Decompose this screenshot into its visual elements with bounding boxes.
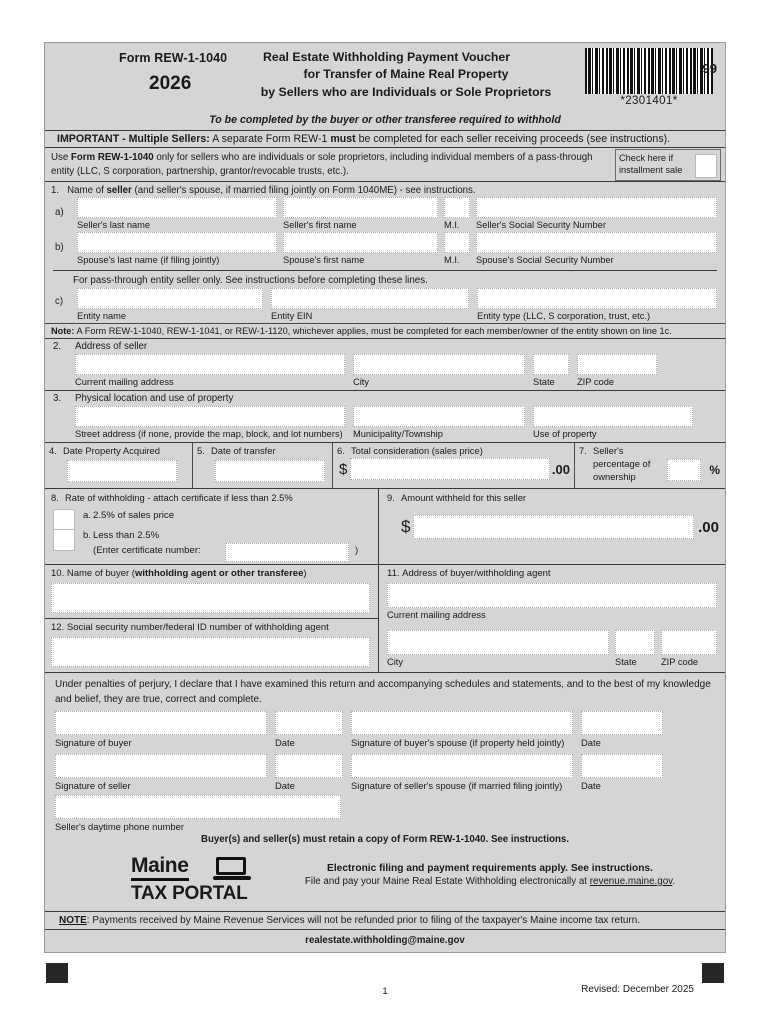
line1-row-a [45,197,725,232]
efile-line1: Electronic filing and payment requirements apply. See instructions. [327,863,653,875]
total-consideration-input[interactable] [350,458,550,480]
line12-section [45,619,378,672]
passthrough-heading [45,271,725,288]
use-text-2: only for sellers who are individuals or sole proprietors, including individual members of a pass-through entity (LLC, S corporation, partnership, grantor/revocable trusts, etc.). [51,152,593,178]
seller-signature-label: Signature of seller [55,780,131,792]
passthrough-bold: For pass-through entity seller only. [73,275,223,287]
buyer-address-zip-input[interactable] [661,630,717,655]
buyer-spouse-date-label: Date [581,737,601,749]
revenue-maine-gov-link[interactable]: revenue.maine.gov [589,876,673,888]
property-municipality-label: Municipality/Township [353,429,443,440]
line5-heading [197,445,328,456]
line8-heading-text: Rate of withholding - attach certificate if less than 2.5% [65,492,293,504]
certificate-number-input[interactable] [225,543,349,562]
line8-option-a[interactable] [51,509,374,523]
spouse-last-name-label: Spouse's last name (if filing jointly) [77,255,220,266]
line6-cents: .00 [551,461,570,477]
line11-section [379,565,725,672]
rate-option-a-checkbox[interactable] [53,509,75,531]
line4-heading [49,445,188,456]
line6-section [333,443,575,488]
barcode-value: *2301401* [620,95,678,107]
installment-label-line1: Check here if [619,153,674,163]
seller-phone-section [45,791,725,832]
buyer-left-column [45,565,379,672]
certificate-label: (Enter certificate number: [93,544,201,556]
buyer-address-city-input[interactable] [387,630,609,655]
buyer-address-state-input[interactable] [615,630,655,655]
line8-option-b[interactable] [51,529,374,558]
form-title-line2: for Transfer of Maine Real Property [303,67,509,82]
seller-spouse-signature-input[interactable] [351,754,573,778]
buyer-address-city-label: City [387,657,404,668]
entity-name-label: Entity name [77,311,127,322]
seller-signature-date-input[interactable] [275,754,343,778]
line3-number: 3. [53,393,62,405]
buyer-address-street-input[interactable] [387,583,717,608]
use-text-1: Use [51,152,71,163]
buyer-spouse-signature-input[interactable] [351,711,573,735]
line12-heading [51,622,370,633]
certificate-row [93,544,374,558]
buyer-signature-date-label: Date [275,737,295,749]
seller-first-name-label: Seller's first name [283,220,357,231]
passthrough-rest: See instructions before completing these lines. [222,275,428,287]
spouse-first-name-label: Spouse's first name [283,255,365,266]
seller-signature-date-label: Date [275,780,295,792]
installment-sale-checkbox[interactable] [695,154,717,178]
spouse-mi-input[interactable] [444,232,470,253]
line7-heading-line2: percentage of [593,458,651,470]
line6-dollar-sign: $ [339,460,348,478]
line3-heading-text: Physical location and use of property [75,393,234,405]
line9-heading [387,492,719,503]
seller-address-state-label: State [533,377,555,388]
form-title-line1: Real Estate Withholding Payment Voucher [263,50,511,64]
line10-heading-bold: withholding agent or other transferee [134,568,304,580]
efile-line2 [295,876,685,887]
line7-section [575,443,725,488]
signature-row-buyer [45,711,725,748]
seller-last-name-label: Seller's last name [77,220,151,231]
property-street-input[interactable] [75,406,345,427]
line9-cents: .00 [698,518,719,536]
seller-address-city-input[interactable] [353,354,525,375]
laptop-icon [213,857,249,881]
form-subtitle: To be completed by the buyer or other transferee required to withhold [209,114,561,126]
logo-word-maine: Maine [131,855,189,881]
entity-type-label: Entity type (LLC, S corporation, trust, etc.) [477,311,651,322]
line1-heading-pre: Name of [67,185,107,197]
lines-8-and-9-row [45,488,725,564]
seller-spouse-date-input[interactable] [581,754,663,778]
efile-line2-post: . [672,876,676,888]
certificate-close-paren: ) [355,544,359,556]
lines-4-to-7-row [45,442,725,488]
option-a-text: 2.5% of sales price [93,510,175,522]
buyer-signature-date-input[interactable] [275,711,343,735]
line6-number: 6. [337,445,345,457]
seller-spouse-signature-label: Signature of seller's spouse (if married filing jointly) [351,780,563,792]
page-number: 1 [382,986,388,997]
line10-section [45,565,378,619]
lines-10-to-12-row [45,564,725,672]
installment-sale-checkbox-group[interactable] [615,149,721,181]
buyer-spouse-date-input[interactable] [581,711,663,735]
entity-ein-input[interactable] [271,288,469,309]
buyer-signature-input[interactable] [55,711,267,735]
important-text-2: be completed for each seller receiving proceeds (see instructions). [355,133,671,145]
efile-line2-pre: File and pay your Maine Real Estate Withholding electronically at [304,876,590,888]
line5-heading-text: Date of transfer [211,445,276,457]
entity-ein-label: Entity EIN [271,311,313,322]
line2-section [45,338,725,390]
buyer-address-state-label: State [615,657,637,668]
line11-number: 11. [387,568,400,580]
use-instructions-block [45,148,725,181]
installment-label-line2: installment sale [619,165,683,176]
row-b-marker: b) [55,242,64,254]
seller-address-street-label: Current mailing address [75,377,174,388]
date-acquired-input[interactable] [67,460,177,482]
line1-note-bold: Note: [51,326,75,337]
option-a-letter: a. [83,510,92,522]
property-municipality-input[interactable] [353,406,525,427]
line2-number: 2. [53,341,62,353]
seller-phone-input[interactable] [55,795,341,819]
line9-heading-text: Amount withheld for this seller [401,492,527,504]
option-b-letter: b. [83,530,92,542]
seller-signature-input[interactable] [55,754,267,778]
amount-withheld-input[interactable] [413,515,694,539]
buyer-address-street-label: Current mailing address [387,610,486,621]
seller-mi-input[interactable] [444,197,470,218]
line10-heading-post: ) [303,568,307,580]
use-form-bold: Form REW-1-1040 [70,152,154,163]
seller-last-name-input[interactable] [77,197,277,218]
registration-mark-bottom-right [702,963,724,983]
seller-ssn-label: Seller's Social Security Number [476,220,606,231]
line1-note-text: A Form REW-1-1040, REW-1-1041, or REW-1-1120, whichever applies, must be completed for each member/owner of the entity shown on line 1c. [74,326,672,337]
important-prefix: IMPORTANT - Multiple Sellers: [57,133,210,145]
line10-heading [51,568,370,579]
property-use-label: Use of property [533,429,597,440]
line11-heading-text: Address of buyer/withholding agent [402,568,551,580]
seller-address-zip-label: ZIP code [577,377,615,388]
line8-number: 8. [51,492,59,504]
logo-and-efile-row [45,849,725,911]
seller-ssn-input[interactable] [476,197,717,218]
row-a-marker: a) [55,207,64,219]
line7-heading-line1: Seller's [593,445,624,457]
important-text-1: A separate Form REW-1 [209,133,331,145]
form-sheet [44,42,726,953]
final-note-text: : Payments received by Maine Revenue Services will not be refunded prior to filing of the taxpayer's Maine income tax return. [86,915,641,927]
registration-mark-bottom-left [46,963,68,983]
seller-address-street-input[interactable] [75,354,345,375]
retain-copy-notice: Buyer(s) and seller(s) must retain a copy of Form REW-1-1040. See instructions. [200,834,570,846]
line3-section [45,390,725,442]
line2-heading [53,341,717,354]
line9-number: 9. [387,492,395,504]
line1-note [45,323,725,338]
line9-section [379,489,725,564]
line7-heading-line3: ownership [593,471,636,483]
seller-address-city-label: City [353,377,370,388]
line1-row-b [45,232,725,267]
tax-year: 2026 [149,73,192,94]
spouse-mi-label: M.I. [444,255,460,266]
final-note-bold: NOTE [59,915,87,927]
barcode-icon [585,48,713,94]
ownership-percentage-input[interactable] [667,459,701,481]
line1-row-c [45,288,725,323]
perjury-declaration: Under penalties of perjury, I declare that I have examined this return and accompanying schedules and statements, and to the best of my knowledge and belief, they are true, correct and complete. [45,672,725,711]
line12-heading-text: Social security number/federal ID number of withholding agent [66,622,329,634]
percent-symbol: % [709,463,720,478]
seller-first-name-input[interactable] [283,197,438,218]
line6-heading-text: Total consideration (sales price) [351,445,483,457]
line1-heading [45,181,725,197]
barcode-area [585,48,713,107]
form-header [45,43,725,111]
line10-heading-pre: Name of buyer ( [66,568,135,580]
spouse-first-name-input[interactable] [283,232,438,253]
line1-heading-bold: seller [106,185,132,197]
revision-date: Revised: December 2025 [581,984,694,995]
line12-number: 12. [51,622,65,634]
buyer-address-zip-label: ZIP code [661,657,699,668]
use-instructions-text [51,151,611,179]
line5-section [193,443,333,488]
important-banner [45,130,725,148]
line8-heading [51,492,374,503]
logo-word-tax-portal: TAX PORTAL [131,883,248,905]
seller-spouse-date-label: Date [581,780,601,792]
spouse-last-name-input[interactable] [77,232,277,253]
maine-tax-portal-logo [131,855,249,905]
line4-heading-text: Date Property Acquired [63,445,160,457]
line3-heading [53,393,717,406]
spouse-ssn-input[interactable] [476,232,717,253]
buyer-spouse-signature-label: Signature of buyer's spouse (if property held jointly) [351,737,565,749]
line6-heading [337,445,570,456]
final-note-banner [45,911,725,930]
form-title [241,49,571,101]
line11-heading [387,568,717,579]
line4-number: 4. [49,445,57,457]
line7-number: 7. [579,445,587,457]
corner-code: 99 [702,61,717,76]
date-of-transfer-input[interactable] [215,460,325,482]
buyer-name-input[interactable] [51,583,370,613]
property-street-label: Street address (if none, provide the map, block, and lot numbers) [75,429,343,440]
contact-email: realestate.withholding@maine.gov [305,935,465,947]
option-b-text: Less than 2.5% [93,530,160,542]
line5-number: 5. [197,445,205,457]
seller-mi-label: M.I. [444,220,460,231]
spouse-ssn-label: Spouse's Social Security Number [476,255,614,266]
signature-row-seller [45,754,725,791]
seller-address-state-input[interactable] [533,354,569,375]
buyer-signature-label: Signature of buyer [55,737,132,749]
line4-section [45,443,193,488]
property-use-input[interactable] [533,406,693,427]
line1-number: 1. [51,185,60,197]
efile-notice [295,863,685,887]
rate-option-b-checkbox[interactable] [53,529,75,551]
entity-name-input[interactable] [77,288,263,309]
line10-number: 10. [51,568,65,580]
form-number: Form REW-1-1040 [119,51,228,65]
entity-type-input[interactable] [477,288,717,309]
seller-phone-label: Seller's daytime phone number [55,821,184,833]
row-c-marker: c) [55,296,64,308]
seller-address-zip-input[interactable] [577,354,657,375]
line8-section [45,489,379,564]
line2-heading-text: Address of seller [75,341,148,353]
withholding-agent-id-input[interactable] [51,637,370,667]
important-must: must [330,133,356,145]
line1-heading-post: (and seller's spouse, if married filing jointly on Form 1040ME) - see instructions. [131,185,476,197]
line9-dollar-sign: $ [401,517,411,537]
form-title-line3: by Sellers who are Individuals or Sole Proprietors [260,84,552,99]
